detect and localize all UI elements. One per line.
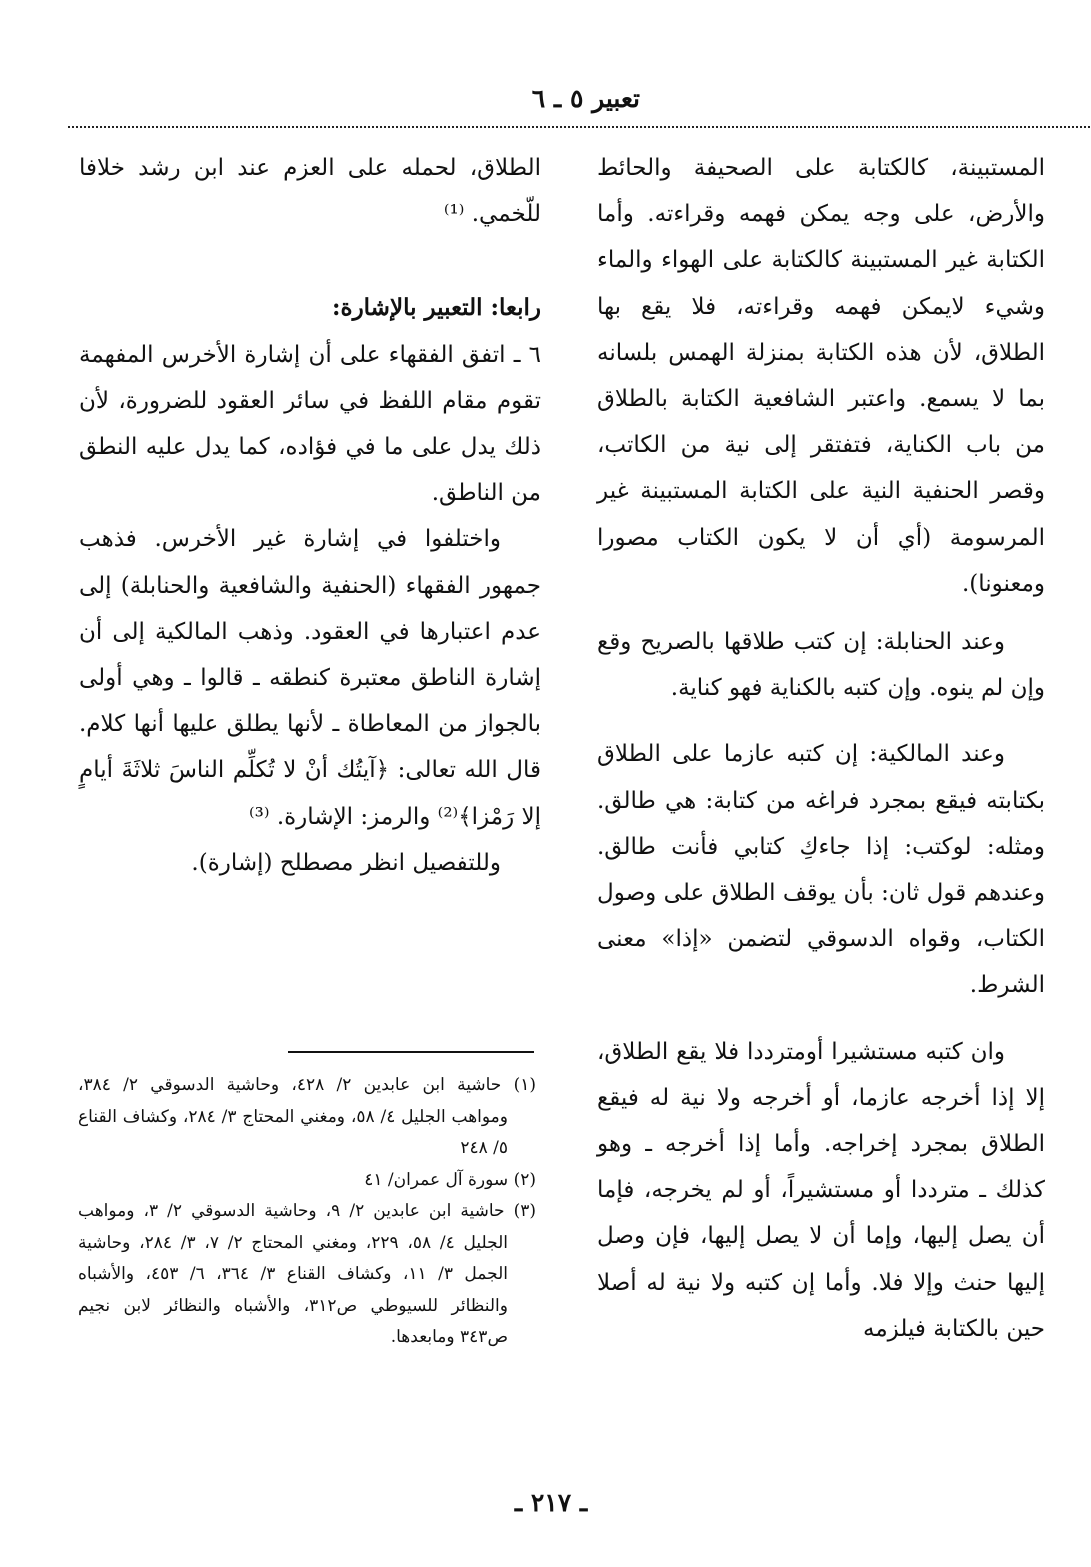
running-header: تعبير ٥ ـ ٦: [531, 84, 640, 113]
footnote-3: (٣) حاشية ابن عابدين ٢/ ٩، وحاشية الدسوقي ٢/ ٣، ومواهب الجليل ٤/ ٥٨، ٢٢٩، ومغني المحتاج ٢/ ٧، ٣/ ٢٨٤، وحاشية الجمل ٣/ ١١، وكشاف القناع ٣/ ٣٦٤، ٦/ ٤٥٣، والأشباه والنظائر للسيوطي ص٣١٢، والأشباه والنظائر لابن نجيم ص٣٤٣ ومابعدها.: [78, 1201, 536, 1347]
header-divider: [68, 126, 1090, 128]
page-number: ـ ٢١٧ ـ: [514, 1488, 588, 1517]
paragraph-continuation: الطلاق، لحمله على العزم عند ابن رشد خلافا للّخمي. ⁽¹⁾: [79, 155, 541, 228]
paragraph-see-also: وللتفصيل انظر مصطلح (إشارة).: [191, 849, 501, 876]
footnote-separator: [288, 1051, 534, 1053]
right-column: [597, 145, 1045, 1352]
section-heading: رابعا: التعبير بالإشارة:: [332, 294, 541, 322]
footnote-2: (٢) سورة آل عمران/ ٤١: [364, 1169, 536, 1190]
paragraph-hanabila: وعند الحنابلة: إن كتب طلاقها بالصريح وقع وإن لم ينوه. وإن كتبه بالكناية فهو كناية.: [597, 629, 1045, 702]
paragraph-6: ٦ ـ اتفق الفقهاء على أن إشارة الأخرس المفهمة تقوم مقام اللفظ في سائر العقود للضرورة، لأن ذلك يدل على ما في فؤاده، كما يدل عليه النطق من الناطق.: [79, 341, 541, 507]
footnote-1: (١) حاشية ابن عابدين ٢/ ٤٢٨، وحاشية الدسوقي ٢/ ٣٨٤، ومواهب الجليل ٤/ ٥٨، ومغني المحتاج ٣/ ٢٨٤، وكشاف القناع ٥/ ٢٤٨: [78, 1075, 536, 1158]
left-column: [79, 145, 541, 886]
paragraph-disagreement: واختلفوا في إشارة غير الأخرس. فذهب جمهور الفقهاء (الحنفية والشافعية والحنابلة) إلى عدم اعتبارها في العقود. وذهب المالكية إلى أن إشارة الناطق معتبرة كنطقه ـ قالوا ـ وهي أولى بالجواز من المعاطاة ـ لأنها يطلق عليها أنها كلام. قال الله تعالى: ﴿آيتُك أنْ لا تُكلِّم الناسَ ثلاثَةَ أيامٍ إلا رَمْزا﴾⁽²⁾ والرمز: الإشارة. ⁽³⁾: [79, 526, 541, 830]
paragraph-hesitant: وان كتبه مستشيرا أومترددا فلا يقع الطلاق، إلا إذا أخرجه عازما، أو أخرجه ولا نية له فيقع الطلاق بمجرد إخراجه. وأما إذا أخرجه ـ وهو كذلك ـ مترددا أو مستشيراً، أو لم يخرجه، فإما أن يصل إليها، وإما أن لا يصل إليها، فإن وصل إليها حنث وإلا فلا. وأما إن كتبه ولا نية له أصلا حين بالكتابة فيلزمه: [597, 1038, 1045, 1342]
footnotes: [78, 1070, 536, 1354]
paragraph-malikiyya: وعند المالكية: إن كتبه عازما على الطلاق بكتابته فيقع بمجرد فراغه من كتابة: هي طالق. ومثله: لوكتب: إذا جاءكِ كتابي فأنت طالق. وعندهم قول ثان: بأن يوقف الطلاق على وصول الكتاب، وقواه الدسوقي لتضمن «إذا» معنى الشرط.: [597, 741, 1045, 999]
paragraph-writing-types: المستبينة، كالكتابة على الصحيفة والحائط والأرض، على وجه يمكن فهمه وقراءته. وأما الكتابة غير المستبينة كالكتابة على الهواء والماء وشيء لايمكن فهمه وقراءته، فلا يقع بها الطلاق، لأن هذه الكتابة بمنزلة الهمس بلسانه بما لا يسمع. واعتبر الشافعية الكتابة بالطلاق من باب الكناية، فتفتقر إلى نية من الكاتب، وقصر الحنفية النية على الكتابة المستبينة غير المرسومة (أي أن لا يكون الكتاب مصورا ومعنونا).: [597, 155, 1045, 597]
